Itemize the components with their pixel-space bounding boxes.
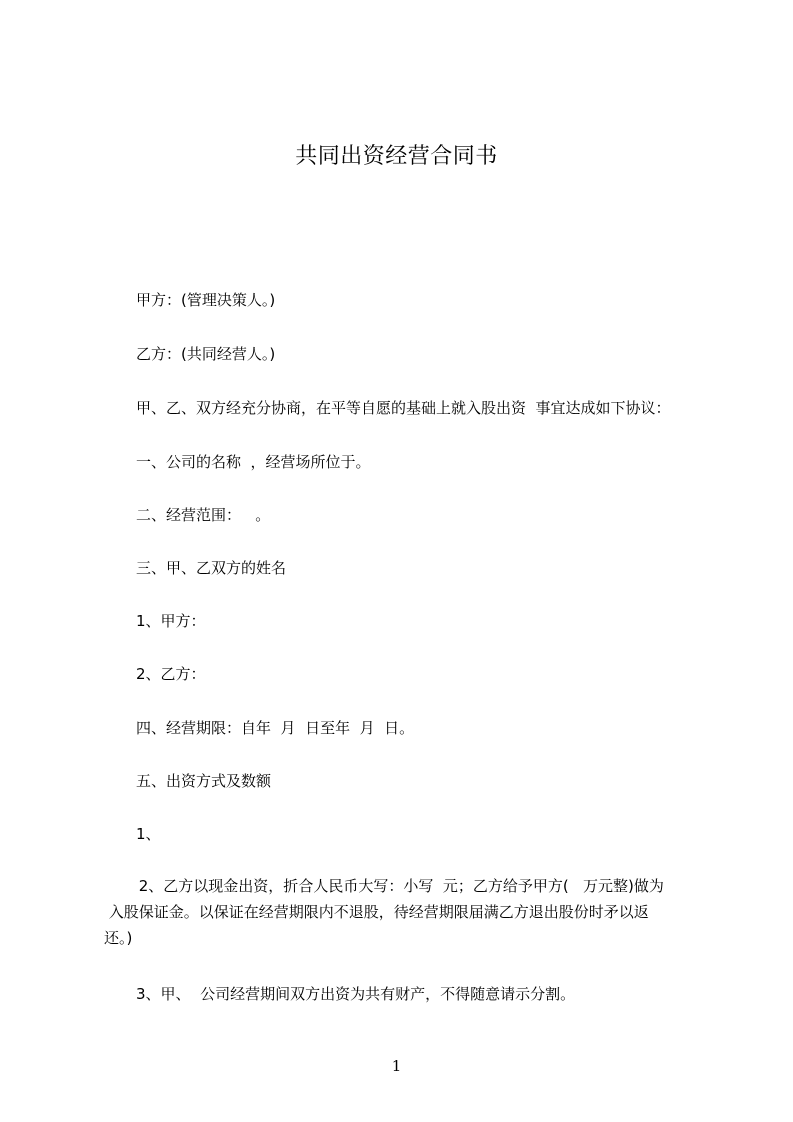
document-title: 共同出资经营合同书: [295, 144, 498, 169]
clause-5-item-2-line-3: 还。): [104, 929, 133, 947]
party-a-line: 甲方：(管理决策人。): [136, 291, 276, 309]
clause-3-item-party-a: 1、甲方：: [136, 612, 206, 630]
party-b-line: 乙方：(共同经营人。): [136, 345, 276, 363]
clause-2-business-scope: 二、经营范围： 。: [136, 506, 271, 524]
clause-5-item-1: 1、: [136, 825, 161, 843]
clause-3-party-names: 三、甲、乙双方的姓名: [136, 559, 287, 577]
clause-5-item-2-line-2: 入股保证金。以保证在经营期限内不退股，待经营期限届满乙方退出股份时矛以返: [104, 903, 649, 921]
page-number: 1: [391, 1057, 402, 1075]
clause-5-item-3: 3、甲、 公司经营期间双方出资为共有财产，不得随意请示分割。: [136, 985, 576, 1003]
clause-5-item-2-paragraph: [104, 873, 704, 951]
clause-1-company-name: 一、公司的名称 ，经营场所位于。: [136, 453, 371, 471]
clause-5-item-2-line-1: 2、乙方以现金出资，折合人民币大写：小写 元；乙方给予甲方( 万元整)做为: [134, 877, 664, 895]
clause-5-contribution: 五、出资方式及数额: [136, 772, 272, 790]
clause-4-term: 四、经营期限：自年 月 日至年 月 日。: [136, 719, 415, 737]
clause-3-item-party-b: 2、乙方：: [136, 665, 206, 683]
preamble-line: 甲、乙、双方经充分协商，在平等自愿的基础上就入股出资 事宜达成如下协议：: [136, 399, 671, 417]
